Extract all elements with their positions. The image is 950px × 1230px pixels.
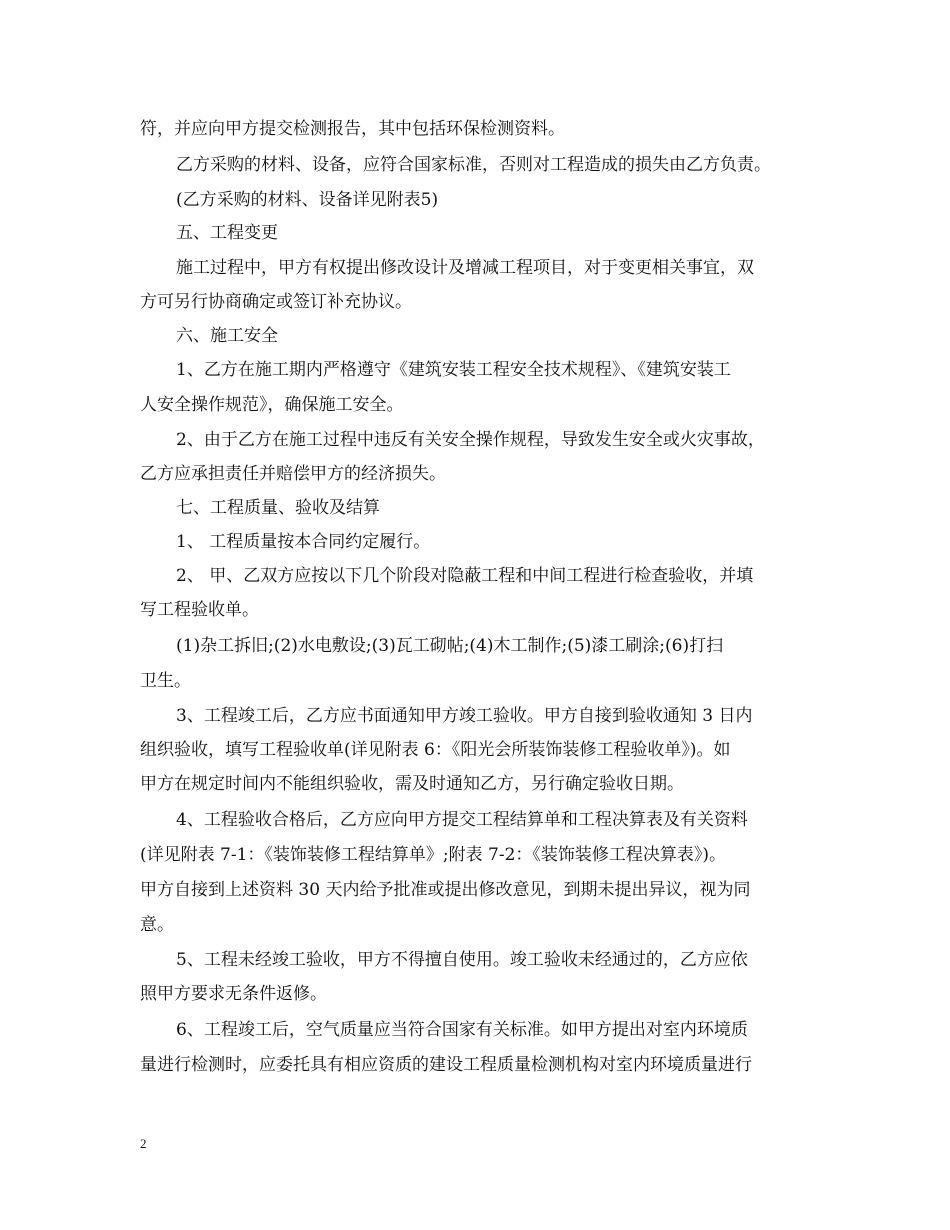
text-line: 甲方自接到上述资料 30 天内给予批准或提出修改意见，到期未提出异议，视为同 xyxy=(140,880,751,900)
text-line: 2、 甲、乙双方应按以下几个阶段对隐蔽工程和中间工程进行检查验收，并填 xyxy=(176,566,754,586)
text-line: 乙方采购的材料、设备，应符合国家标准，否则对工程造成的损失由乙方负责。 xyxy=(176,155,771,175)
text-line: 1、乙方在施工期内严格遵守《建筑安装工程安全技术规程》、《建筑安装工 xyxy=(176,360,731,380)
text-line: 6、工程竣工后，空气质量应当符合国家有关标准。如甲方提出对室内环境质 xyxy=(176,1020,748,1040)
section-heading: 五、工程变更 xyxy=(176,223,278,243)
text-line: (1)杂工拆旧;(2)水电敷设;(3)瓦工砌帖;(4)木工制作;(5)漆工刷涂;(6)打扫 xyxy=(176,636,724,656)
text-line: (详见附表 7-1：《装饰装修工程结算单》;附表 7-2：《装饰装修工程决算表》)。 xyxy=(140,845,727,865)
text-line: 人安全操作规范》，确保施工安全。 xyxy=(140,395,404,415)
section-heading: 七、工程质量、验收及结算 xyxy=(176,498,380,518)
text-line: 符，并应向甲方提交检测报告，其中包括环保检测资料。 xyxy=(140,119,565,139)
text-line: 5、工程未经竣工验收，甲方不得擅自使用。竣工验收未经通过的，乙方应依 xyxy=(176,950,748,970)
text-line: 乙方应承担责任并赔偿甲方的经济损失。 xyxy=(140,464,446,484)
text-line: 2、由于乙方在施工过程中违反有关安全操作规程，导致发生安全或火灾事故， xyxy=(176,430,765,450)
text-line: 3、工程竣工后，乙方应书面通知甲方竣工验收。甲方自接到验收通知 3 日内 xyxy=(176,706,753,726)
page-number: 2 xyxy=(140,1136,147,1151)
text-line: (乙方采购的材料、设备详见附表5) xyxy=(176,190,439,210)
text-line: 施工过程中，甲方有权提出修改设计及增减工程项目，对于变更相关事宜，双 xyxy=(176,258,754,278)
text-line: 卫生。 xyxy=(140,671,191,691)
text-line: 方可另行协商确定或签订补充协议。 xyxy=(140,292,412,312)
text-line: 组织验收，填写工程验收单(详见附表 6：《阳光会所装饰装修工程验收单》)。如 xyxy=(140,740,731,760)
text-line: 1、 工程质量按本合同约定履行。 xyxy=(176,532,431,552)
text-line: 甲方在规定时间内不能组织验收，需及时通知乙方，另行确定验收日期。 xyxy=(140,774,684,794)
text-line: 意。 xyxy=(140,915,174,935)
text-line: 4、工程验收合格后，乙方应向甲方提交工程结算单和工程决算表及有关资料 xyxy=(176,810,748,830)
text-line: 量进行检测时，应委托具有相应资质的建设工程质量检测机构对室内环境质量进行 xyxy=(140,1055,752,1075)
text-line: 照甲方要求无条件返修。 xyxy=(140,984,327,1004)
text-line: 写工程验收单。 xyxy=(140,600,259,620)
section-heading: 六、施工安全 xyxy=(176,326,278,346)
